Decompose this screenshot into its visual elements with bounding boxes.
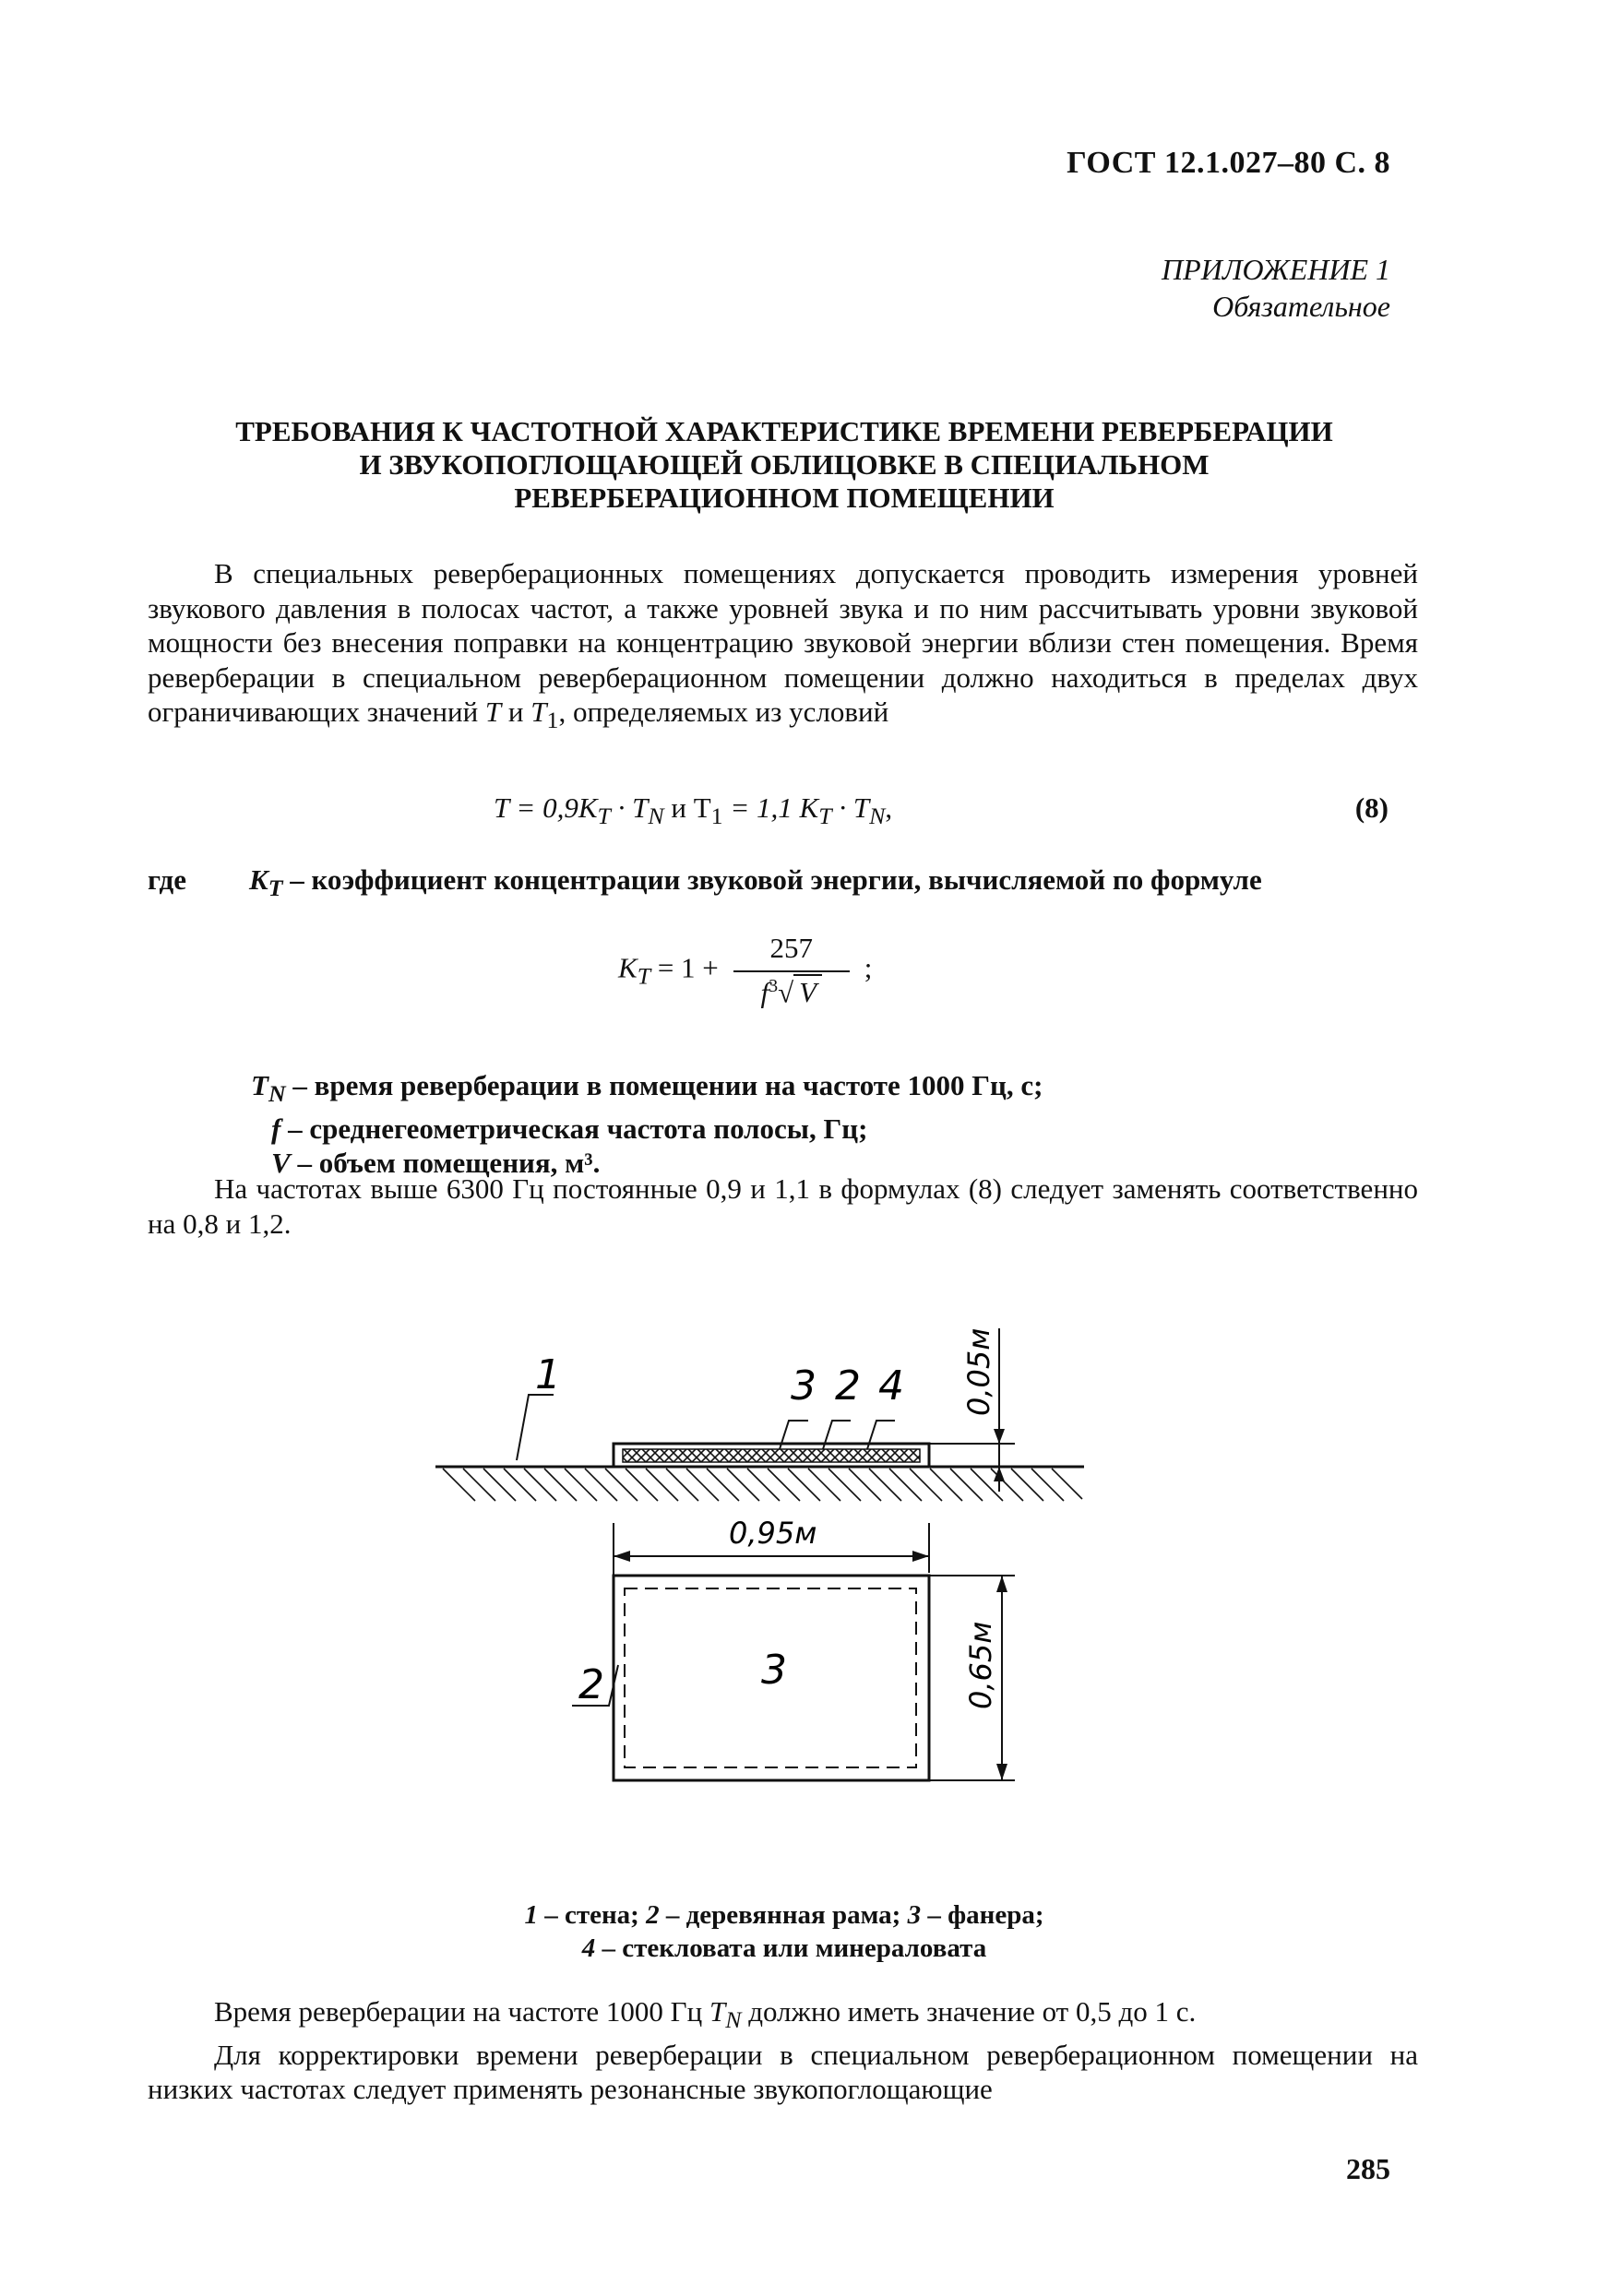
appendix-label: ПРИЛОЖЕНИЕ 1 (1162, 253, 1390, 286)
caption-n4: 4 (581, 1933, 596, 1963)
closing-p1-symbol: T (709, 1995, 726, 2028)
closing-p1-b: должно иметь значение от 0,5 до 1 с. (741, 1995, 1197, 2028)
intro-and: и (507, 696, 524, 728)
label-3: 3 (791, 1362, 816, 1410)
intro-text: В специальных реверберационных помещениях допускается проводить измерения уровней звукового давления в полосах частот, а также уровней звука и по ним рассчитывать уровни звуковой мощности без внесения поправки на концентрацию звуковой энергии вблизи стен помещения. Время реверберации в специальном реверберационном помещении должно находиться в пределах двух ограничивающих значений (148, 557, 1418, 728)
dim-width: 0,95м (729, 1516, 817, 1551)
plan-label-2: 2 (578, 1661, 604, 1708)
kt-den-f: f (760, 976, 769, 1009)
definitions (251, 1068, 1418, 1181)
f8-mid: и T (663, 791, 711, 824)
dim-thickness: 0,05м (961, 1327, 996, 1416)
intro-comma: , (558, 696, 566, 728)
def-tn (251, 1068, 1418, 1112)
caption-n2: 2 (646, 1900, 660, 1930)
dim-height: 0,65м (963, 1621, 998, 1709)
caption-t4: – стекловата или минераловата (595, 1933, 987, 1963)
def-tn-sub: N (268, 1080, 286, 1108)
kt-lhs: K (618, 951, 638, 984)
def-v-symbol: V (271, 1147, 291, 1180)
caption-n3: 3 (907, 1900, 922, 1930)
f8-sub-1: 1 (710, 803, 723, 830)
where-symbol-sub: T (268, 874, 283, 902)
intro-paragraph (148, 556, 1418, 738)
caption-line-2 (148, 1932, 1421, 1965)
formula-kt (618, 932, 872, 1009)
section-title (148, 415, 1421, 515)
plan-label-3: 3 (761, 1647, 787, 1694)
intro-symbol-t1-sub: 1 (546, 707, 559, 734)
label-2: 2 (835, 1362, 861, 1410)
closing-p1-a: Время реверберации на частоте 1000 Гц (214, 1995, 709, 2028)
caption-line-1 (148, 1898, 1421, 1932)
def-v-text: – объем помещения, м³. (290, 1147, 601, 1180)
f8-end: , (885, 791, 893, 824)
cladding-figure (424, 1296, 1098, 1868)
f8-lhs: T = 0,9K (494, 791, 598, 824)
title-line-3: РЕВЕРБЕРАЦИОННОМ ПОМЕЩЕНИИ (514, 482, 1055, 514)
f8-sub-t2: T (818, 803, 832, 830)
caption-n1: 1 (524, 1900, 538, 1930)
document-code: ГОСТ 12.1.027–80 С. 8 (1067, 146, 1390, 180)
where-symbol: K (249, 863, 268, 896)
formula-8 (494, 791, 892, 830)
where-desc: – коэффициент концентрации звуковой энергии, вычисляемой по формуле (282, 863, 1262, 896)
intro-symbol-t1: T (530, 696, 547, 728)
appendix-block (1162, 251, 1390, 325)
leader-1 (517, 1395, 554, 1460)
caption-t2: – деревянная рама; (659, 1900, 908, 1930)
title-line-2: И ЗВУКОПОГЛОЩАЮЩЕЙ ОБЛИЦОВКЕ В СПЕЦИАЛЬНОМ (359, 448, 1210, 481)
intro-tail: определяемых из условий (572, 696, 889, 728)
kt-den-index: 3 (769, 976, 779, 996)
intro-symbol-t: T (484, 696, 502, 728)
kt-numerator: 257 (733, 932, 851, 972)
page-number: 285 (1346, 2152, 1390, 2185)
f8-sub-n: N (648, 803, 664, 830)
def-f (251, 1112, 1418, 1147)
label-4: 4 (878, 1362, 904, 1410)
f8-dot: · T (610, 791, 649, 824)
closing-p1-sub: N (725, 2006, 742, 2034)
formula-8-number: (8) (1354, 791, 1389, 824)
kt-fraction (733, 932, 851, 1009)
f8-sub-n2: N (869, 803, 886, 830)
f8-dot2: · T (831, 791, 870, 824)
figure-caption (148, 1898, 1421, 1965)
title-line-1: ТРЕБОВАНИЯ К ЧАСТОТНОЙ ХАРАКТЕРИСТИКЕ ВРЕМЕНИ РЕВЕРБЕРАЦИИ (235, 415, 1333, 447)
caption-t3: – фанера; (921, 1900, 1044, 1930)
where-word: где (148, 863, 186, 896)
note-text: На частотах выше 6300 Гц постоянные 0,9 и 1,1 в формулах (8) следует заменять соответственно на 0,8 и 1,2. (148, 1172, 1418, 1240)
f8-sub-t: T (597, 803, 611, 830)
closing-p1 (148, 1994, 1418, 2038)
closing-p2: Для корректировки времени реверберации в специальном реверберационном помещении на низких частотах следует применять резонансные звукопоглощающие (148, 2038, 1418, 2106)
def-f-text: – среднегеометрическая частота полосы, Гц; (280, 1112, 868, 1145)
caption-t1: – стена; (537, 1900, 647, 1930)
def-tn-text: – время реверберации в помещении на частоте 1000 Гц, с; (285, 1069, 1043, 1101)
kt-lhs-sub: T (637, 962, 651, 990)
where-line (148, 862, 1418, 906)
appendix-status: Обязательное (1212, 290, 1390, 323)
kt-denominator: $f^3√$ V (733, 972, 851, 1009)
f8-eq2: = 1,1 K (722, 791, 819, 824)
kt-eq: = 1 + (650, 951, 726, 984)
kt-den-root: V (793, 974, 822, 1008)
kt-end: ; (864, 951, 873, 984)
def-tn-symbol: T (251, 1069, 268, 1101)
def-f-symbol: f (271, 1112, 281, 1145)
note-paragraph (148, 1172, 1418, 1241)
closing-paragraphs (148, 1994, 1418, 2107)
label-1: 1 (535, 1351, 561, 1398)
mineral-wool-section (623, 1449, 920, 1462)
wall-hatching (443, 1469, 1082, 1501)
